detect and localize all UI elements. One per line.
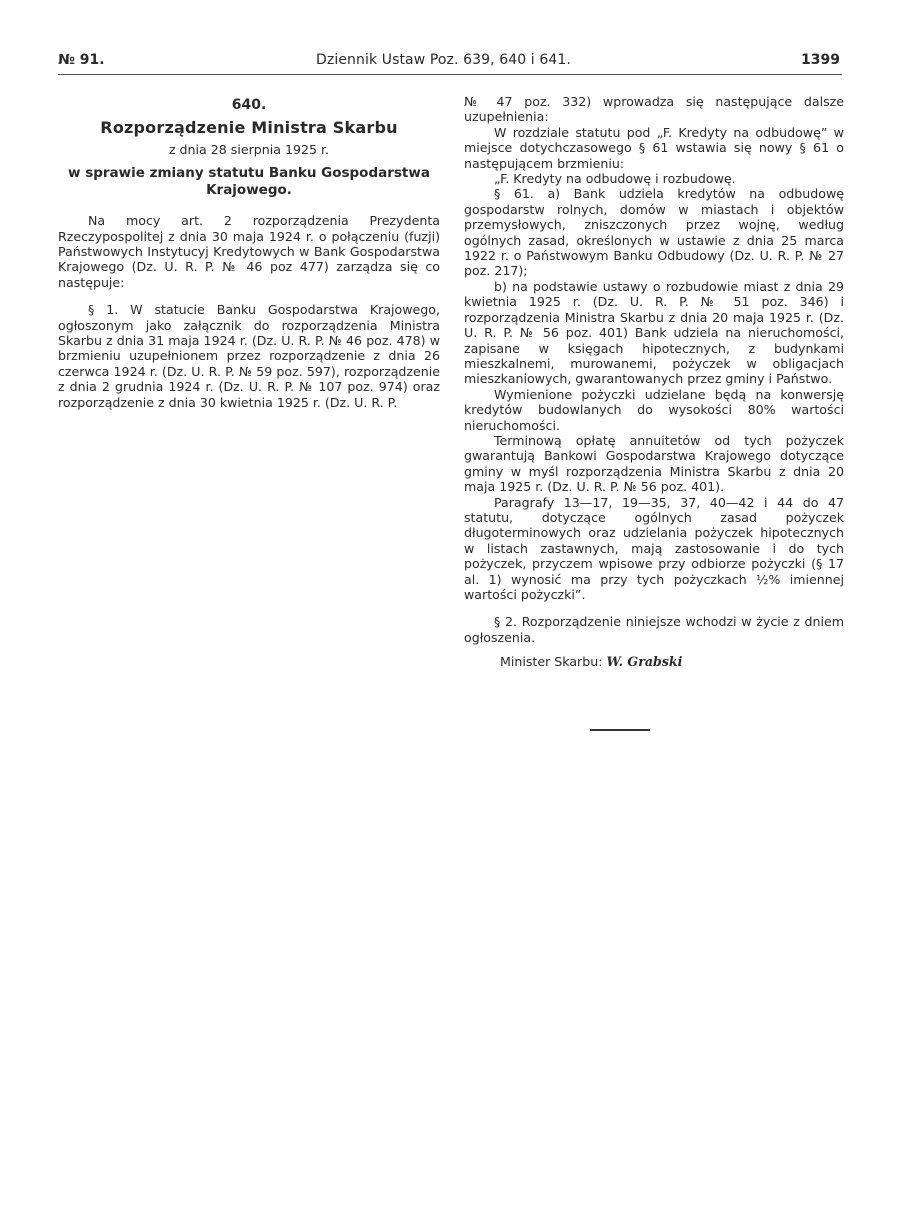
chapter-replacement: W rozdziale statutu pod „F. Kredyty na odbudowę” w miejsce dotychczasowego § 61 wstawia się nowy § 61 o następującem brzmieniu:: [464, 124, 844, 171]
chapter-heading: „F. Kredyty na odbudowę i rozbudowę.: [494, 171, 736, 187]
paragraph-statute-paragraphs: Paragrafy 13—17, 19—35, 37, 40—42 i 44 do 47 statutu, dotyczące ogólnych zasad pożyczek długoterminowych oraz udzielania pożyczek hipotecznych w listach zastawnych, mają zastosowanie i do tych pożyczek, przyczem wpisowe przy odbiorze pożyczki (§ 17 al. 1) wynosić ma przy tych pożyczkach ½% imiennej wartości pożyczki”.: [464, 494, 844, 602]
section-1: § 1. W statucie Banku Gospodarstwa Krajowego, ogłoszonym jako załącznik do rozporządzenia Ministra Skarbu z dnia 31 maja 1924 r. (Dz. U. R. P. № 46 poz. 478) w brzmieniu uzupełnionem przez rozporządzenie z dnia 26 czerwca 1924 r. (Dz. U. R. P. № 59 poz. 597), rozporządzenie z dnia 2 grudnia 1924 r. (Dz. U. R. P. № 107 poz. 974) oraz rozporządzenie z dnia 30 kwietnia 1925 r. (Dz. U. R. P.: [58, 302, 440, 410]
page-header: [58, 52, 840, 76]
preamble: Na mocy art. 2 rozporządzenia Prezydenta Rzeczypospolitej z dnia 30 maja 1924 r. o połączeniu (fuzji) Państwowych Instytucyj Kredytowych w Bank Gospodarstwa Krajowego (Dz. U. R. P. № 46 poz 477) zarządza się co następuje:: [58, 213, 440, 290]
paragraph-61b: b) na podstawie ustawy o rozbudowie miast z dnia 29 kwietnia 1925 r. (Dz. U. R. P. № 51 poz. 346) i rozporządzenia Ministra Skarbu z dnia 20 maja 1925 r. (Dz. U. R. P. № 56 poz. 401) Bank udziela na nieruchomości, zapisane w księgach hipotecznych, z budynkami mieszkalnemi, murowanemi, pożyczek w obligacjach mieszkaniowych, gwarantowanych przez gminy i Państwo.: [464, 278, 844, 387]
section-1-continued: № 47 poz. 332) wprowadza się następujące dalsze uzupełnienia:: [464, 94, 844, 125]
paragraph-61a: § 61. a) Bank udziela kredytów na odbudowę gospodarstw rolnych, domów w miastach i objektów przemysłowych, zniszczonych przez wojnę, według ogólnych zasad, określonych w ustawie z dnia 25 marca 1922 r. o Państwowym Banku Odbudowy (Dz. U. R. P. № 27 poz. 217);: [464, 186, 844, 279]
end-divider: [590, 729, 650, 731]
section-2: § 2. Rozporządzenie niniejsze wchodzi w życie z dniem ogłoszenia.: [464, 614, 844, 645]
issue-number: № 91.: [58, 52, 105, 68]
journal-title: Dziennik Ustaw Poz. 639, 640 i 641.: [316, 52, 571, 68]
act-number: 640.: [231, 97, 267, 113]
act-subject: w sprawie zmiany statutu Banku Gospodarstwa Krajowego.: [68, 165, 430, 199]
paragraph-guarantee: Terminową opłatę annuitetów od tych pożyczek gwarantują Bankowi Gospodarstwa Krajowego dotyczące gminy w myśl rozporządzenia Ministra Skarbu z dnia 20 maja 1925 r. (Dz. U. R. P. № 56 poz. 401).: [464, 432, 844, 495]
left-column: [58, 94, 440, 410]
signature-name: W. Grabski: [606, 654, 683, 670]
act-date: z dnia 28 sierpnia 1925 r.: [168, 141, 330, 157]
right-column: [464, 94, 844, 670]
page-number: 1399: [801, 52, 840, 68]
signature: [464, 654, 844, 669]
header-divider: [58, 74, 842, 75]
signature-role: Minister Skarbu:: [500, 654, 603, 670]
act-title: Rozporządzenie Ministra Skarbu: [100, 118, 398, 138]
paragraph-conversion: Wymienione pożyczki udzielane będą na konwersję kredytów budowlanych do wysokości 80% wartości nieruchomości.: [464, 386, 844, 433]
